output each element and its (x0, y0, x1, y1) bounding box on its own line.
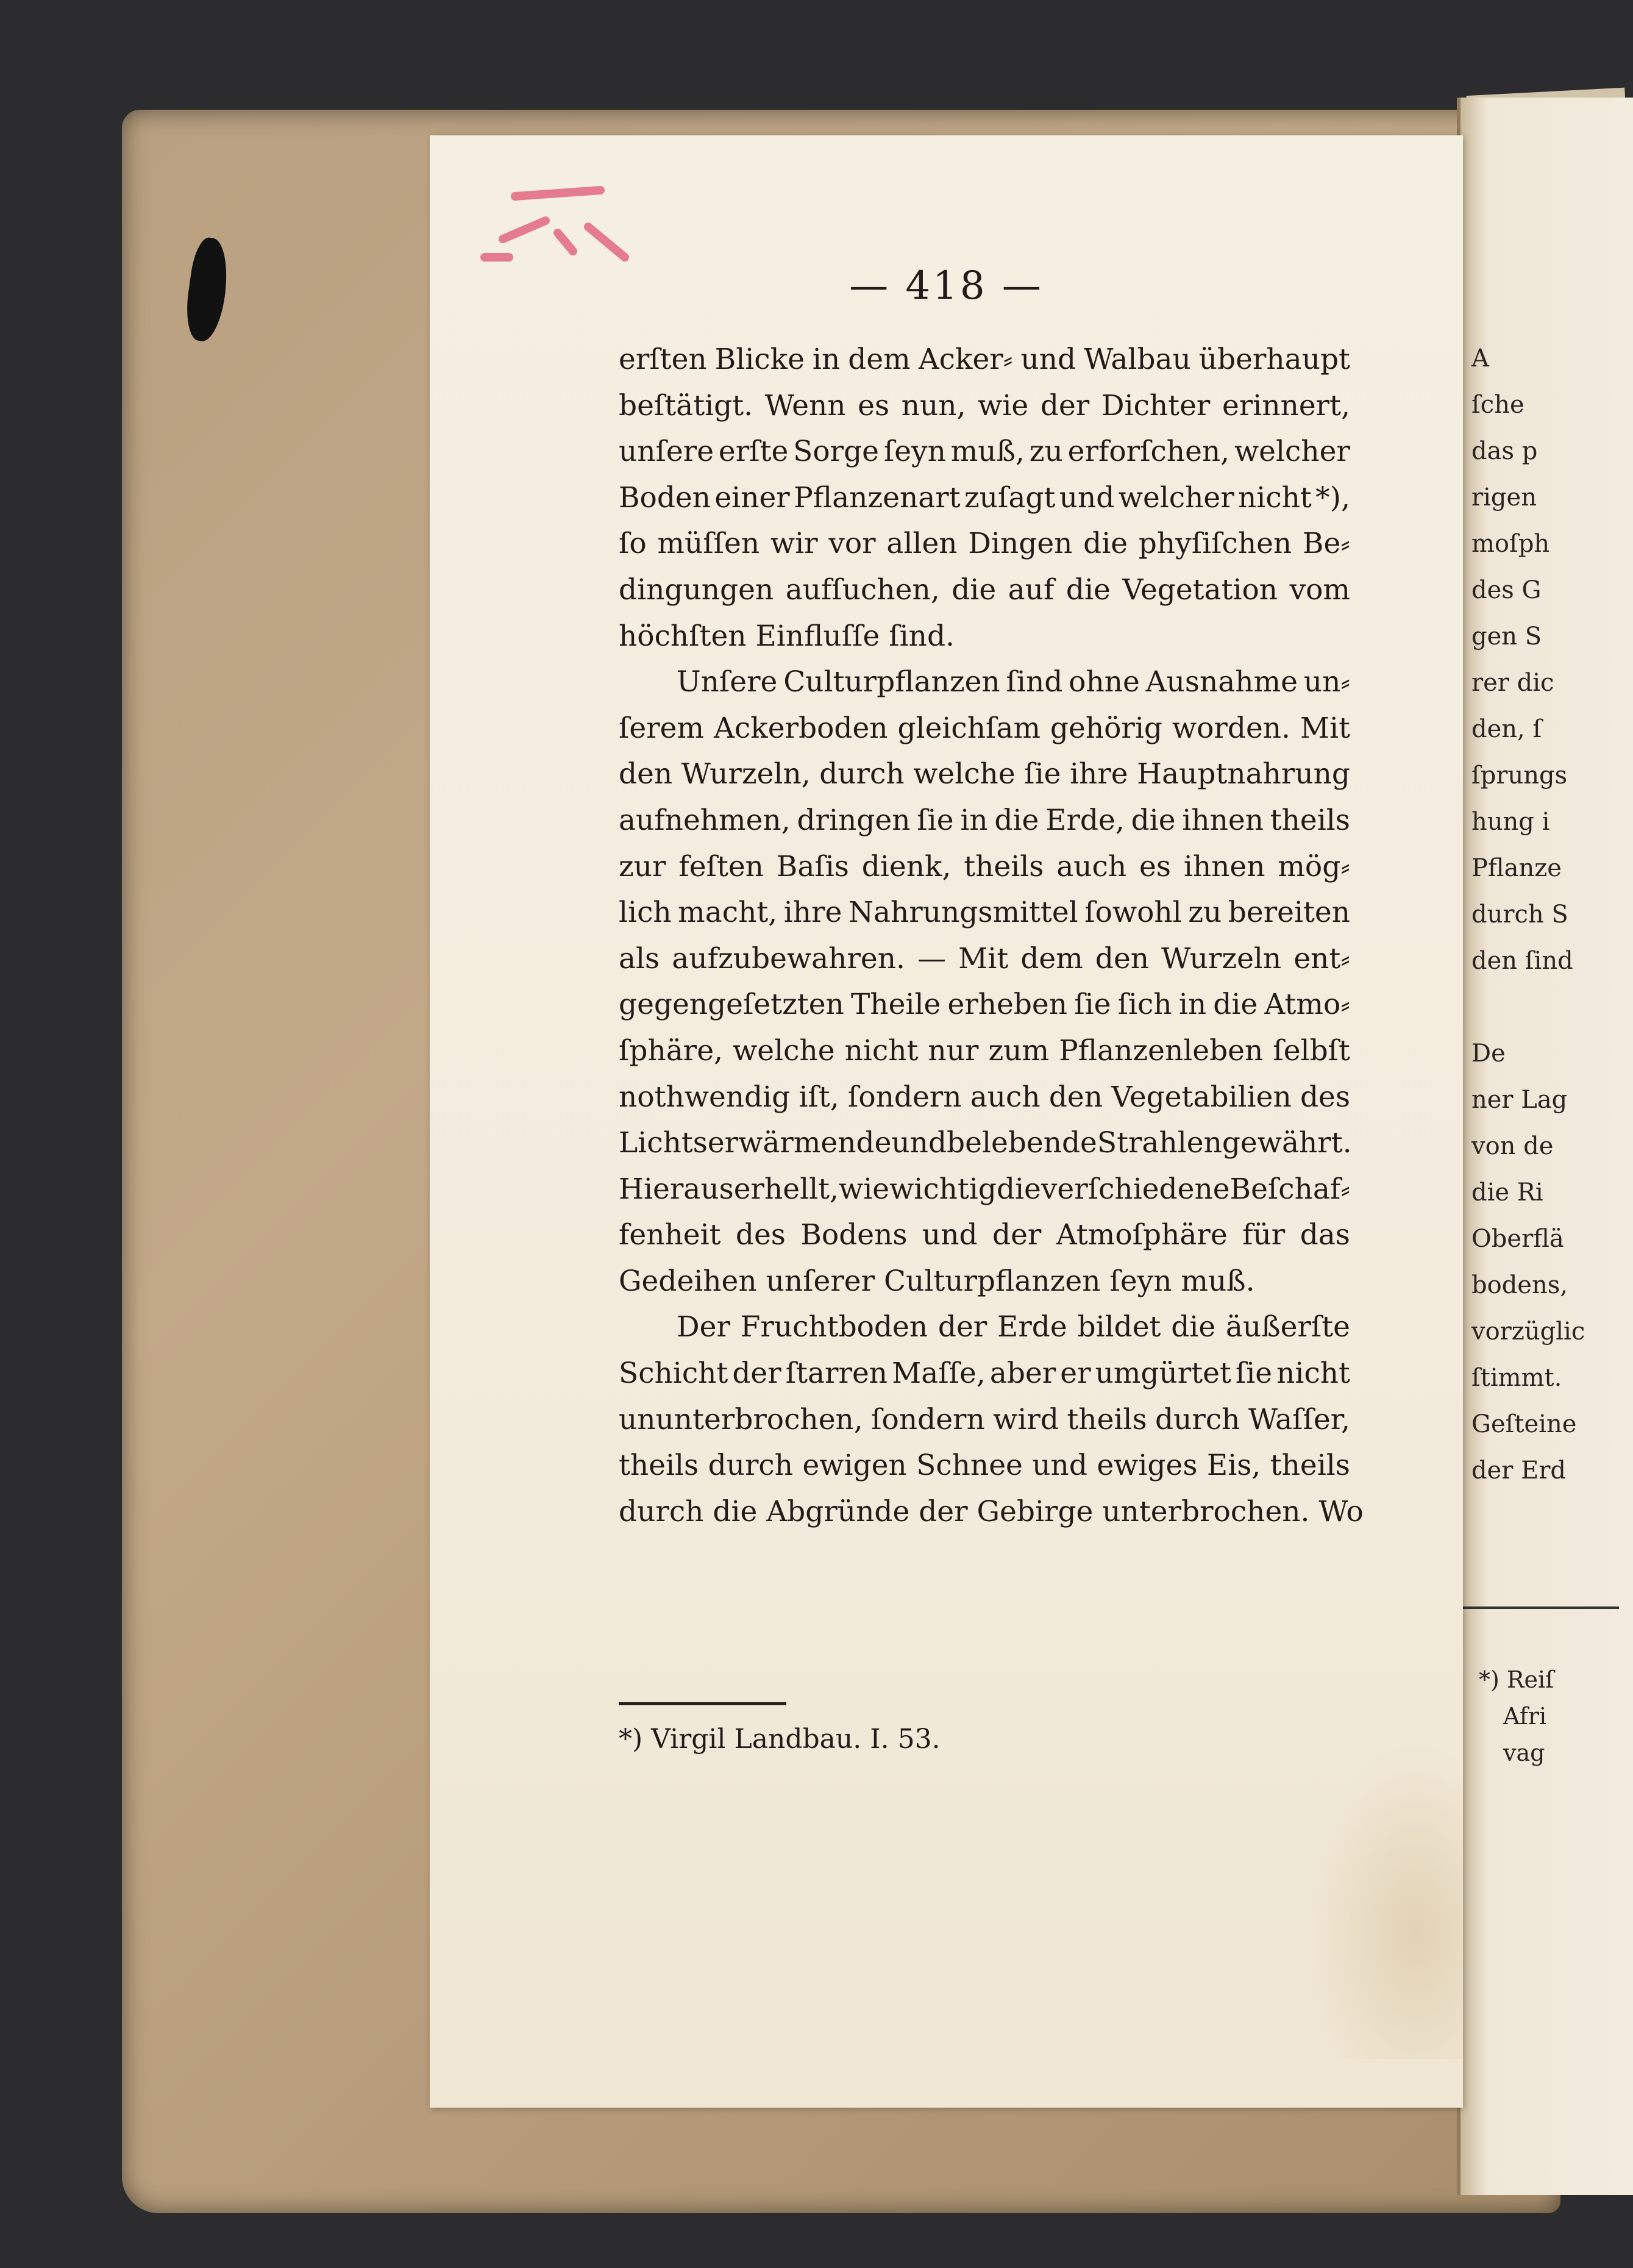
next-page-footnote-line: Afri (1503, 1703, 1547, 1730)
next-page-line: Oberflä (1471, 1225, 1564, 1253)
next-page-footnote-rule (1460, 1606, 1619, 1609)
body-text (619, 337, 1364, 1535)
text-line: Der Fruchtboden der Erde bildet die äußerſte (677, 1310, 1350, 1344)
text-line: aufnehmen, dringen ſie in die Erde, die ihnen theils (619, 803, 1350, 837)
text-line: Hieraus erhellt, wie wichtig die verſchiedene Beſchaf⸗ (619, 1172, 1350, 1206)
next-page-line: den ſind (1471, 947, 1573, 975)
page-number: — 418 — (849, 263, 1044, 308)
next-page-line: der Erd (1471, 1457, 1567, 1485)
next-page-line: rigen (1471, 483, 1537, 512)
next-page-footnote (1479, 1661, 1554, 1771)
next-page-line: hung i (1471, 808, 1550, 836)
next-page-text (1471, 335, 1633, 1494)
text-line: ſerem Ackerboden gleichſam gehörig worden. Mit (619, 711, 1350, 745)
next-page-line: ſtimmt. (1471, 1364, 1562, 1392)
next-page-line: durch S (1471, 900, 1568, 929)
text-line: den Wurzeln, durch welche ſie ihre Hauptnahrung (619, 757, 1350, 791)
text-line: Boden einer Pflanzenart zuſagt und welcher nicht *), (619, 480, 1350, 515)
text-line: fenheit des Bodens und der Atmoſphäre für das (619, 1218, 1350, 1252)
next-page-footnote-line: *) Reiſ (1479, 1666, 1554, 1693)
text-line: erſten Blicke in dem Acker⸗ und Walbau überhaupt (619, 343, 1350, 376)
next-page-line: bodens, (1471, 1271, 1568, 1299)
text-line: höchſten Einfluſſe ſind. (619, 619, 955, 653)
next-page-line: von de (1471, 1132, 1554, 1160)
next-page-line: ner Lag (1471, 1086, 1568, 1114)
text-line: Lichts erwärmende und belebende Strahlen gewährt. (619, 1126, 1352, 1160)
next-page-line: moſph (1471, 530, 1550, 558)
text-line: zur feſten Baſis dienk, theils auch es ihnen mög⸗ (619, 849, 1350, 883)
next-page-line: die Ri (1471, 1179, 1543, 1207)
book-page (430, 135, 1463, 2108)
text-line: unſere erſte Sorge ſeyn muß, zu erforſchen, welcher (619, 435, 1350, 469)
next-page-line: rer dic (1471, 669, 1554, 697)
text-line: lich macht, ihre Nahrungsmittel ſowohl zu bereiten (619, 896, 1350, 930)
next-page-line: ſprungs (1471, 761, 1568, 790)
next-page-edge (1457, 98, 1633, 2195)
text-line: dingungen aufſuchen, die auf die Vegetation vom (619, 572, 1350, 607)
text-line: beſtätigt. Wenn es nun, wie der Dichter erinnert, (619, 388, 1350, 423)
next-page-line: vorzüglic (1471, 1318, 1585, 1346)
next-page-line: gen S (1471, 622, 1542, 651)
text-line: Gedeihen unſerer Culturpflanzen ſeyn muß. (619, 1264, 1255, 1298)
footnote: *) Virgil Landbau. I. 53. (619, 1724, 941, 1755)
text-line: theils durch ewigen Schnee und ewiges Eis, theils (619, 1449, 1350, 1483)
text-line: ſphäre, welche nicht nur zum Pflanzenleben ſelbſt (619, 1033, 1350, 1068)
text-line: ſo müſſen wir vor allen Dingen die phyſiſchen Be⸗ (619, 527, 1350, 561)
text-line: ununterbrochen, ſondern wird theils durch Waſſer, (619, 1402, 1350, 1436)
text-line: Unſere Culturpflanzen ſind ohne Ausnahme un⸗ (677, 665, 1350, 699)
next-page-line: A (1471, 344, 1489, 373)
next-page-footnote-line: vag (1503, 1739, 1545, 1766)
text-line: Schicht der ſtarren Maſſe, aber er umgürtet ſie nicht (619, 1357, 1350, 1391)
water-stain (1304, 1742, 1463, 2059)
next-page-line: das p (1471, 437, 1538, 465)
text-line: nothwendig iſt, ſondern auch den Vegetabilien des (619, 1080, 1350, 1114)
text-line: als aufzubewahren. — Mit dem den Wurzeln ent⸗ (619, 941, 1350, 975)
footnote-rule (619, 1702, 786, 1705)
next-page-line (1471, 984, 1633, 1030)
library-stamp (466, 166, 649, 269)
next-page-line: Geſteine (1471, 1410, 1577, 1438)
text-line: gegengeſetzten Theile erheben ſie ſich in die Atmo⸗ (619, 988, 1350, 1022)
next-page-line: De (1471, 1040, 1506, 1068)
next-page-line: den, ſ (1471, 715, 1542, 743)
next-page-line: Pflanze (1471, 854, 1562, 882)
next-page-line: des G (1471, 576, 1542, 604)
text-line: durch die Abgründe der Gebirge unterbrochen. Wo (619, 1494, 1364, 1528)
next-page-line: ſche (1471, 391, 1524, 419)
